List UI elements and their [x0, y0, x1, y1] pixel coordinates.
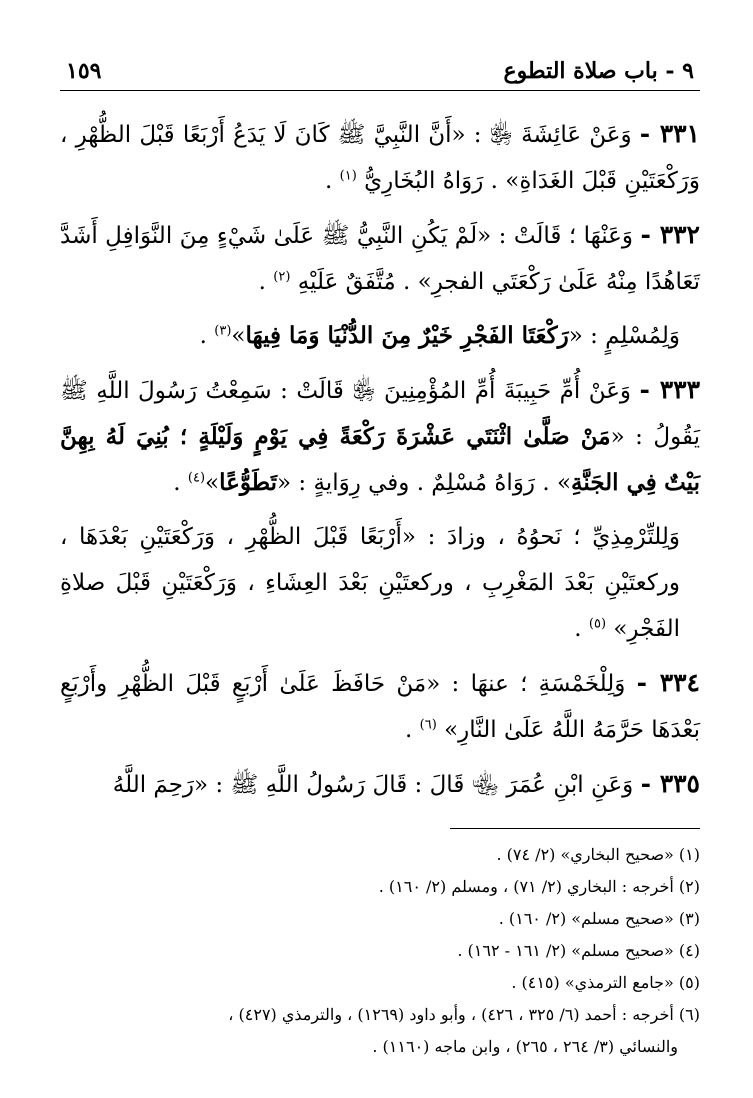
- quote-close: »: [205, 470, 220, 496]
- period: .: [173, 470, 188, 496]
- period: .: [199, 323, 215, 349]
- muslim-narration: [60, 313, 700, 359]
- book-page: [60, 48, 700, 1063]
- hadith-line: وَعَنْ عَائِشَةَ ﵂ : «أَنَّ النَّبِيَّ ﷺ كَانَ لَا يَدَعُ أَرْبَعًا قَبْلَ: [139, 122, 632, 148]
- footnotes: [60, 839, 700, 1063]
- hadith-quote: فِي الجَنَّةِ: [571, 469, 657, 496]
- footnote: (١) «صحيح البخاري» (٢/ ٧٤) .: [496, 845, 700, 864]
- period: .: [405, 717, 420, 743]
- hadith-333: [60, 367, 700, 506]
- hadith-quote: مَنْ صَلَّىٰ اثْنَتَي عَشْرَةَ رَكْعَةً فِي يَوْمٍ وَلَيْلَةٍ ؛ بُنِيَ لَهُ بِهِنَّ بَيْتٌ: [60, 423, 700, 496]
- footnote-ref[interactable]: (٦): [419, 717, 437, 733]
- hadith-line: وَلِلتِّرْمِذِيِّ ؛ نَحوُهُ ، وزادَ : «أَرْبَعًا قَبْلَ الظُّهْرِ ، وَرَكْعَتَيْنِ بَعْدَهَا ، وركعتَيْنِ: [60, 524, 680, 596]
- chapter-title: ٩ - باب صلاة التطوع: [503, 58, 694, 84]
- hadith-line: وَلِلْخَمْسَةِ ؛ عنهَا : «مَنْ حَافَظَ عَلَىٰ أَرْبَعٍ قَبْلَ الظُّهْرِ وأَرْبَعٍ: [60, 671, 626, 697]
- hadith-number: ٣٣٤ -: [636, 668, 700, 697]
- period: .: [258, 269, 274, 295]
- tirmidhi-narration: [60, 514, 700, 652]
- hadith-line: وَعَنِ ابْنِ عُمَرَ ﵄ قَالَ : قَالَ رَسُولُ اللَّهِ ﷺ : «رَحِمَ اللَّهُ: [112, 772, 634, 798]
- hadith-number: ٣٣٢ -: [640, 220, 700, 249]
- footnote-ref[interactable]: (١): [339, 168, 357, 184]
- page-header: [60, 48, 700, 91]
- hadith-line: ﷺ يَقُولُ : «: [60, 378, 700, 450]
- footnote-ref[interactable]: (٣): [214, 323, 232, 339]
- hadith-line: بَعْدَهَا حَرَّمَهُ اللَّهُ عَلَىٰ النَّارِ»: [444, 717, 700, 743]
- narration-suffix: »: [231, 323, 246, 349]
- footnote-ref[interactable]: (٢): [273, 269, 291, 285]
- footnote: (٢) أخرجه : البخاري (٢/ ٧١) ، ومسلم (٢/ ١٦٠) .: [378, 877, 700, 896]
- hadith-line: الظُّهْرِ ، وَرَكْعَتَيْنِ قَبْلَ الغَدَاةِ» . رَوَاهُ البُخَارِيُّ: [60, 122, 700, 194]
- hadith-line: » . رَوَاهُ مُسْلِمٌ . وفي رِوَايةٍ : «: [277, 470, 572, 496]
- period: .: [325, 168, 340, 194]
- hadith-332: [60, 212, 700, 305]
- period: .: [574, 616, 589, 642]
- footnote: (٤) «صحيح مسلم» (٢/ ١٦١ - ١٦٢) .: [457, 941, 700, 960]
- hadith-334: [60, 660, 700, 753]
- footnote-continuation: والنسائي (٣/ ٢٦٤ ، ٢٦٥) ، وابن ماجه (١١٦٠) .: [372, 1037, 678, 1056]
- footnote: (٥) «جامع الترمذي» (٤١٥) .: [511, 973, 700, 992]
- page-number: ١٥٩: [66, 58, 102, 84]
- narration-quote: رَكْعَتَا الفَجْرِ خَيْرٌ مِنَ الدُّنْيَا وَمَا فِيهَا: [245, 322, 569, 349]
- hadith-line: وَعَنْ أُمِّ حَبِيبَةَ أُمِّ المُؤْمِنِينَ ﵂ قَالَتْ : سَمِعْتُ رَسُولَ اللَّهِ: [96, 378, 632, 404]
- hadith-number: ٣٣٥ -: [640, 769, 700, 798]
- hadith-number: ٣٣١ -: [639, 119, 700, 148]
- footnote: (٣) «صحيح مسلم» (٢/ ١٦٠) .: [498, 909, 700, 928]
- hadith-number: ٣٣٣ -: [639, 375, 701, 404]
- hadith-quote: تَطَوُّعًا: [219, 469, 278, 496]
- footnote-divider: [450, 828, 700, 829]
- hadith-335: [60, 761, 700, 808]
- footnote-ref[interactable]: (٥): [588, 616, 607, 632]
- hadith-line: تَعَاهُدًا مِنْهُ عَلَىٰ رَكْعَتَي الفجرِ» . مُتَّفَقٌ عَلَيْهِ: [297, 269, 700, 295]
- narration-prefix: وَلِمُسْلِمٍ : «: [568, 323, 680, 349]
- footnote: (٦) أخرجه : أحمد (٦/ ٣٢٥ ، ٤٢٦) ، وأبو داود (١٢٦٩) ، والترمذي (٤٢٧) ،: [228, 1005, 700, 1024]
- hadith-line: بَعْدَ المَغْرِبِ ، وركعتَيْنِ بَعْدَ العِشَاءِ ، وَرَكْعَتَيْنِ قَبْلَ صلاةِ الفَجْرِ»: [60, 570, 680, 642]
- hadith-text: [60, 111, 700, 808]
- hadith-331: [60, 111, 700, 204]
- hadith-line: وَعَنْهَا ؛ قَالَتْ : «لَمْ يَكُنِ النَّبِيُّ ﷺ عَلَىٰ شَيْءٍ مِنَ النَّوَافِلِ أَشَدَّ: [60, 223, 634, 249]
- footnote-ref[interactable]: (٤): [187, 470, 206, 486]
